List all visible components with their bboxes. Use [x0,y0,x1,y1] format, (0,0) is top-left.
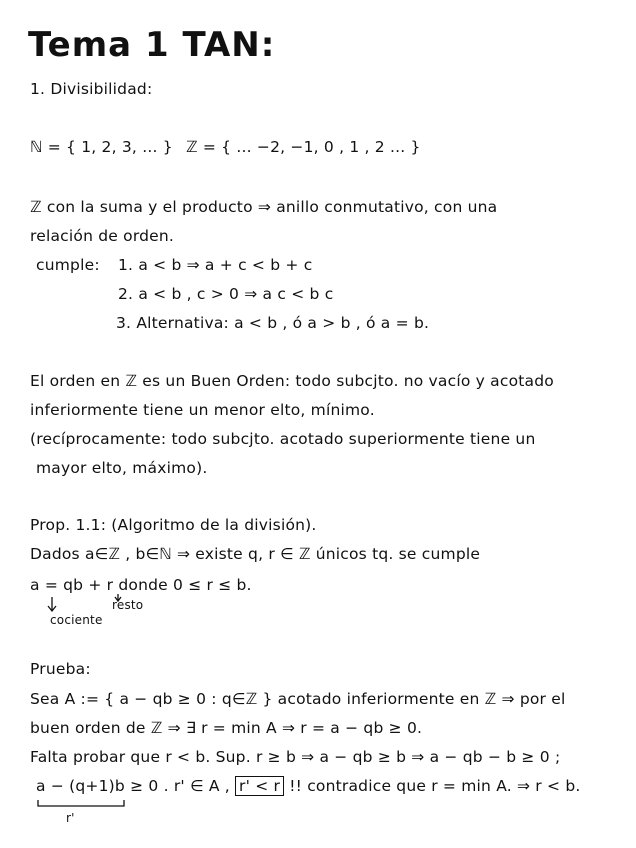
prueba-line-4-end: !! contradice que r = min A. ⇒ r < b. [289,777,581,795]
ring-line-2: relación de orden. [30,227,175,245]
buen-orden-line-3: (recíprocamente: todo subcjto. acotado superiormente tiene un [30,430,536,448]
property-3: 3. Alternativa: a < b , ó a > b , ó a = b. [116,314,430,332]
buen-orden-line-1: El orden en ℤ es un Buen Orden: todo subcjto. no vacío y acotado [30,372,554,390]
cociente-arrow-head [48,606,56,611]
rprime-underbrace [38,800,124,806]
prueba-heading: Prueba: [30,660,91,678]
buen-orden-line-2: inferiormente tiene un menor elto, mínimo. [30,401,375,419]
prop-line-1: Dados a∈ℤ , b∈ℕ ⇒ existe q, r ∈ ℤ únicos tq. se cumple [30,545,481,563]
integers-set: ℤ = { ... −2, −1, 0 , 1 , 2 ... } [186,138,421,156]
cociente-label: cociente [50,613,103,627]
property-1: 1. a < b ⇒ a + c < b + c [118,256,313,274]
buen-orden-line-4: mayor elto, máximo). [36,459,208,477]
page-title: Tema 1 TAN: [28,25,276,65]
ring-line-1: ℤ con la suma y el producto ⇒ anillo conmutativo, con una [30,198,498,216]
division-formula: a = qb + r donde 0 ≤ r ≤ b. [30,576,252,594]
prueba-line-2: buen orden de ℤ ⇒ ∃ r = min A ⇒ r = a − qb ≥ 0. [30,719,423,737]
prueba-line-4-start: a − (q+1)b ≥ 0 . r' ∈ A , [36,777,230,795]
prueba-line-4 [36,779,581,795]
naturals-set: ℕ = { 1, 2, 3, ... } [30,138,173,156]
section-heading: 1. Divisibilidad: [30,80,153,98]
rprime-label: r' [66,811,75,825]
prueba-line-1: Sea A := { a − qb ≥ 0 : q∈ℤ } acotado inferiormente en ℤ ⇒ por el [30,690,566,708]
boxed-contradiction: r' < r [235,776,284,796]
resto-label: resto [112,598,144,612]
prueba-line-3: Falta probar que r < b. Sup. r ≥ b ⇒ a − qb ≥ b ⇒ a − qb − b ≥ 0 ; [30,748,561,766]
cumple-label: cumple: [36,256,100,274]
property-2: 2. a < b , c > 0 ⇒ a c < b c [118,285,334,303]
prop-heading: Prop. 1.1: (Algoritmo de la división). [30,516,317,534]
